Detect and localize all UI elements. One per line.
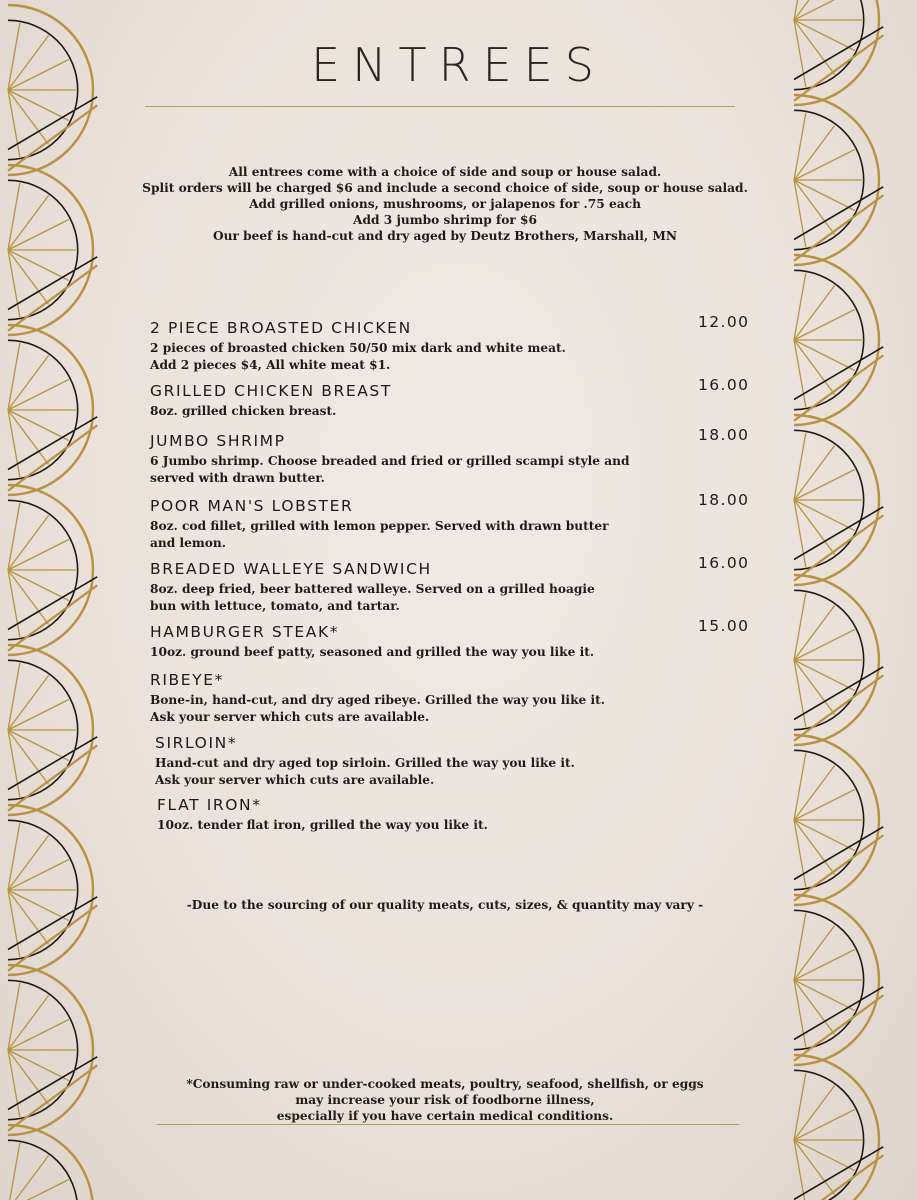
intro-line: Split orders will be charged $6 and include a second choice of side, soup or house salad. xyxy=(142,181,748,195)
fan-ray xyxy=(8,1143,20,1200)
item-description xyxy=(150,644,760,661)
fan-ray xyxy=(794,593,806,660)
fan-ray xyxy=(794,913,806,980)
fan-ray xyxy=(794,1140,855,1171)
fan-accent-line xyxy=(794,507,883,560)
fan-accent-line xyxy=(8,577,97,630)
fan-motif xyxy=(8,325,97,495)
item-description xyxy=(150,403,760,420)
fan-ray xyxy=(8,90,49,145)
fan-motif xyxy=(794,255,883,425)
fan-ray xyxy=(794,113,806,180)
item-name: 2 PIECE BROASTED CHICKEN xyxy=(150,319,412,337)
item-description-line: 10oz. tender flat iron, grilled the way you like it. xyxy=(157,818,488,832)
fan-ray xyxy=(8,675,49,730)
footer-divider xyxy=(157,1124,739,1125)
intro-line: All entrees come with a choice of side and soup or house salad. xyxy=(228,165,662,179)
item-description-line: Ask your server which cuts are available. xyxy=(155,772,435,787)
fan-ray xyxy=(794,753,806,820)
item-name: JUMBO SHRIMP xyxy=(150,432,286,450)
item-name: SIRLOIN* xyxy=(155,734,238,752)
fan-accent-line xyxy=(8,905,97,970)
fan-ray xyxy=(794,273,806,340)
item-description xyxy=(150,518,760,551)
fan-ray xyxy=(8,250,69,281)
item-price: 18.00 xyxy=(698,426,750,444)
item-description xyxy=(150,581,760,614)
fan-accent-line xyxy=(794,515,883,580)
fan-ray xyxy=(794,949,855,980)
fan-accent-line xyxy=(8,425,97,490)
fan-ray xyxy=(8,859,69,890)
fan-arc xyxy=(794,1055,879,1200)
fan-motif xyxy=(8,965,97,1135)
fan-ray xyxy=(794,445,835,500)
fan-motif xyxy=(794,1055,883,1200)
item-name: GRILLED CHICKEN BREAST xyxy=(150,382,392,400)
fan-accent-line xyxy=(8,1057,97,1110)
item-description xyxy=(155,755,765,788)
fan-ray xyxy=(794,340,855,371)
fan-motif xyxy=(794,895,883,1065)
fan-ray xyxy=(8,195,49,250)
item-description-line: served with drawn butter. xyxy=(150,470,325,485)
item-name: POOR MAN'S LOBSTER xyxy=(150,497,354,515)
disclaimer-line: especially if you have certain medical conditions. xyxy=(276,1109,614,1123)
item-description-line: Ask your server which cuts are available. xyxy=(150,709,430,724)
disclaimer-line: may increase your risk of foodborne illness, xyxy=(295,1093,595,1107)
fan-ray xyxy=(794,180,835,235)
fan-accent-line xyxy=(8,745,97,810)
fan-ray xyxy=(794,149,855,180)
fan-ray xyxy=(8,219,69,250)
fan-motif xyxy=(794,95,883,265)
item-description-line: Bone-in, hand-cut, and dry aged ribeye. Grilled the way you like it. xyxy=(150,693,606,707)
menu-item-walleye-sandwich xyxy=(150,554,760,614)
fan-ray xyxy=(8,250,49,305)
fan-ray xyxy=(794,605,835,660)
fan-accent-line xyxy=(794,995,883,1060)
item-description-line: Add 2 pieces $4, All white meat $1. xyxy=(150,357,391,372)
menu-title: ENTREES xyxy=(311,38,606,92)
menu-item-grilled-chicken-breast xyxy=(150,376,760,420)
fan-ray xyxy=(8,90,69,121)
fan-ray xyxy=(8,379,69,410)
fan-motif xyxy=(8,165,97,335)
intro-text xyxy=(100,164,790,244)
fan-ray xyxy=(8,1050,69,1081)
fan-ray xyxy=(794,500,855,531)
fan-motif xyxy=(8,805,97,975)
fan-accent-line xyxy=(794,195,883,260)
fan-accent-line xyxy=(794,987,883,1040)
fan-accent-line xyxy=(794,355,883,420)
fan-ray xyxy=(794,469,855,500)
item-name: FLAT IRON* xyxy=(157,796,262,814)
fan-ray xyxy=(8,570,69,601)
item-name: HAMBURGER STEAK* xyxy=(150,623,340,641)
fan-ray xyxy=(8,1019,69,1050)
fan-ray xyxy=(794,500,835,555)
foodborne-illness-disclaimer xyxy=(100,1076,790,1124)
fan-ray xyxy=(8,539,69,570)
title-divider xyxy=(145,106,735,107)
fan-ray xyxy=(794,0,855,20)
fan-ray xyxy=(8,983,20,1050)
fan-ray xyxy=(8,515,49,570)
fan-ray xyxy=(794,660,835,715)
fan-accent-line xyxy=(794,835,883,900)
fan-accent-line xyxy=(794,1147,883,1200)
item-description-line: 10oz. ground beef patty, seasoned and grilled the way you like it. xyxy=(150,645,595,659)
fan-accent-line xyxy=(8,737,97,790)
menu-item-ribeye xyxy=(150,670,760,725)
fan-accent-line xyxy=(8,585,97,650)
fan-ray xyxy=(794,285,835,340)
fan-ray xyxy=(8,890,49,945)
fan-ray xyxy=(794,1073,806,1140)
fan-ray xyxy=(8,503,20,570)
fan-accent-line xyxy=(8,105,97,170)
fan-ray xyxy=(794,1140,835,1195)
item-description-line: bun with lettuce, tomato, and tartar. xyxy=(150,598,400,613)
fan-accent-line xyxy=(8,897,97,950)
fan-ray xyxy=(794,1109,855,1140)
fan-ray xyxy=(794,180,855,211)
item-description-line: and lemon. xyxy=(150,535,227,550)
item-price: 18.00 xyxy=(698,491,750,509)
art-deco-border-right xyxy=(790,0,917,1200)
item-description xyxy=(150,692,760,725)
menu-item-poor-mans-lobster xyxy=(150,491,760,551)
item-description-line: Hand-cut and dry aged top sirloin. Grilled the way you like it. xyxy=(155,756,575,770)
fan-ray xyxy=(794,309,855,340)
intro-line: Our beef is hand-cut and dry aged by Deutz Brothers, Marshall, MN xyxy=(213,229,677,243)
fan-ray xyxy=(794,629,855,660)
fan-accent-line xyxy=(794,667,883,720)
menu-item-broasted-chicken xyxy=(150,313,760,373)
item-description-line: 2 pieces of broasted chicken 50/50 mix dark and white meat. xyxy=(150,341,566,355)
item-description xyxy=(157,817,767,834)
fan-accent-line xyxy=(8,265,97,330)
sourcing-note: -Due to the sourcing of our quality meats, cuts, sizes, & quantity may vary - xyxy=(186,898,704,912)
fan-motif xyxy=(794,735,883,905)
fan-ray xyxy=(8,699,69,730)
fan-ray xyxy=(794,820,835,875)
fan-ray xyxy=(794,125,835,180)
fan-accent-line xyxy=(8,1065,97,1130)
fan-ray xyxy=(8,1050,49,1105)
fan-accent-line xyxy=(794,347,883,400)
fan-ray xyxy=(8,183,20,250)
menu-item-sirloin xyxy=(155,733,765,788)
fan-ray xyxy=(8,570,49,625)
item-description-line: 8oz. cod fillet, grilled with lemon pepper. Served with drawn butter xyxy=(150,519,609,533)
fan-ray xyxy=(794,820,855,851)
item-price: 16.00 xyxy=(698,376,750,394)
fan-ray xyxy=(8,410,49,465)
fan-ray xyxy=(8,410,69,441)
menu-item-jumbo-shrimp xyxy=(150,426,760,486)
item-price: 12.00 xyxy=(698,313,750,331)
item-name: BREADED WALLEYE SANDWICH xyxy=(150,560,432,578)
fan-ray xyxy=(8,343,20,410)
fan-ray xyxy=(794,980,855,1011)
fan-ray xyxy=(794,340,835,395)
fan-ray xyxy=(8,823,20,890)
fan-motif xyxy=(794,575,883,745)
fan-ray xyxy=(794,765,835,820)
item-name: RIBEYE* xyxy=(150,671,224,689)
item-price: 15.00 xyxy=(698,617,750,635)
fan-accent-line xyxy=(8,417,97,470)
menu-item-hamburger-steak xyxy=(150,617,760,661)
menu-item-flat-iron xyxy=(157,795,767,834)
fan-motif xyxy=(8,1125,97,1200)
fan-ray xyxy=(794,433,806,500)
fan-ray xyxy=(8,355,49,410)
intro-line: Add grilled onions, mushrooms, or jalapenos for .75 each xyxy=(249,197,641,211)
art-deco-border-left xyxy=(0,0,100,1200)
item-price: 16.00 xyxy=(698,554,750,572)
fan-ray xyxy=(794,925,835,980)
item-description xyxy=(150,453,760,486)
fan-ray xyxy=(794,980,835,1035)
disclaimer-line: *Consuming raw or under-cooked meats, poultry, seafood, shellfish, or eggs xyxy=(186,1077,704,1091)
intro-line: Add 3 jumbo shrimp for $6 xyxy=(353,213,537,227)
fan-accent-line xyxy=(794,827,883,880)
fan-ray xyxy=(8,663,20,730)
fan-ray xyxy=(8,730,69,761)
item-description-line: 8oz. grilled chicken breast. xyxy=(150,404,337,418)
item-description-line: 8oz. deep fried, beer battered walleye. Served on a grilled hoagie xyxy=(150,582,595,596)
fan-accent-line xyxy=(8,257,97,310)
fan-ray xyxy=(794,1085,835,1140)
fan-accent-line xyxy=(8,97,97,150)
item-description xyxy=(150,340,760,373)
fan-ray xyxy=(8,835,49,890)
fan-ray xyxy=(794,789,855,820)
fan-ray xyxy=(8,995,49,1050)
item-description-line: 6 Jumbo shrimp. Choose breaded and fried or grilled scampi style and xyxy=(150,454,630,468)
fan-accent-line xyxy=(794,187,883,240)
fan-motif xyxy=(8,485,97,655)
fan-ray xyxy=(794,660,855,691)
fan-ray xyxy=(8,890,69,921)
fan-motif xyxy=(8,645,97,815)
fan-motif xyxy=(794,415,883,585)
fan-ray xyxy=(8,730,49,785)
